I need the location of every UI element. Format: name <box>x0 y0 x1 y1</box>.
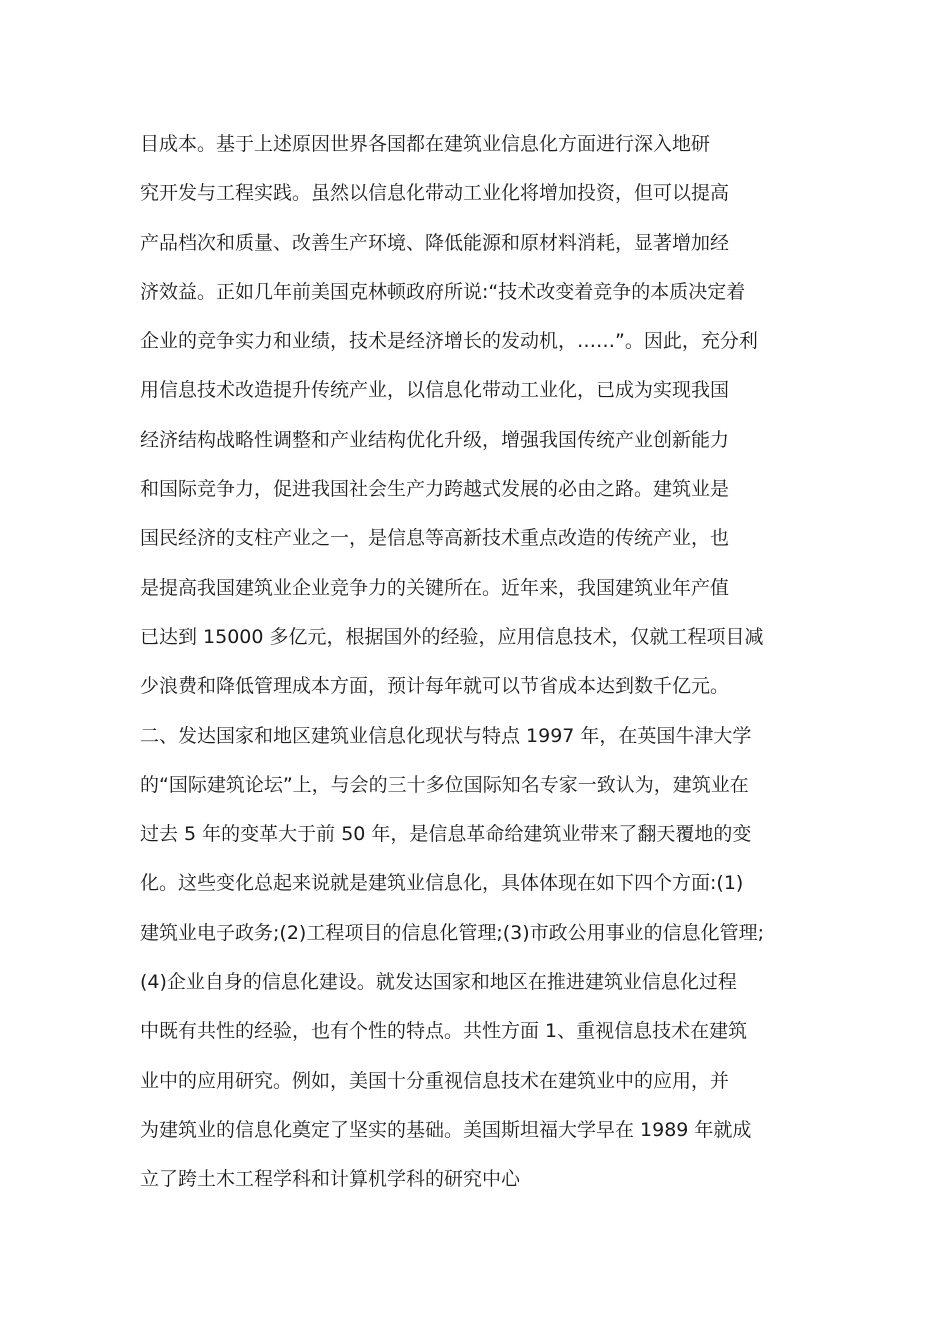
text-line: 立了跨土木工程学科和计算机学科的研究中心 <box>140 1168 521 1191</box>
text-line: 济效益。正如几年前美国克林顿政府所说:“技术改变着竞争的本质决定着 <box>140 280 746 303</box>
text-line: 和国际竞争力，促进我国社会生产力跨越式发展的必由之路。建筑业是 <box>140 478 730 501</box>
text-line: (4)企业自身的信息化建设。就发达国家和地区在推进建筑业信息化过程 <box>140 971 737 994</box>
text-line: 二、发达国家和地区建筑业信息化现状与特点 1997 年，在英国牛津大学 <box>140 724 752 747</box>
text-line: 用信息技术改造提升传统产业，以信息化带动工业化，已成为实现我国 <box>140 379 730 402</box>
text-line: 化。这些变化总起来说就是建筑业信息化，具体体现在如下四个方面:(1) <box>140 872 744 895</box>
text-line: 过去 5 年的变革大于前 50 年，是信息革命给建筑业带来了翻天覆地的变 <box>140 823 752 846</box>
text-line: 的“国际建筑论坛”上，与会的三十多位国际知名专家一致认为，建筑业在 <box>140 773 749 796</box>
text-line: 中既有共性的经验，也有个性的特点。共性方面 1、重视信息技术在建筑 <box>140 1020 748 1043</box>
text-line: 产品档次和质量、改善生产环境、降低能源和原材料消耗，显著增加经 <box>140 231 730 254</box>
text-line: 企业的竞争实力和业绩，技术是经济增长的发动机，……”。因此，充分利 <box>140 330 758 353</box>
text-line: 业中的应用研究。例如，美国十分重视信息技术在建筑业中的应用，并 <box>140 1069 730 1092</box>
body-text <box>140 120 830 1205</box>
text-line: 建筑业电子政务;(2)工程项目的信息化管理;(3)市政公用事业的信息化管理; <box>140 921 765 944</box>
text-line: 国民经济的支柱产业之一，是信息等高新技术重点改造的传统产业，也 <box>140 527 730 550</box>
text-line: 目成本。基于上述原因世界各国都在建筑业信息化方面进行深入地研 <box>140 133 711 155</box>
text-line: 为建筑业的信息化奠定了坚实的基础。美国斯坦福大学早在 1989 年就成 <box>140 1118 752 1141</box>
text-line: 少浪费和降低管理成本方面，预计每年就可以节省成本达到数千亿元。 <box>140 675 730 698</box>
text-line: 究开发与工程实践。虽然以信息化带动工业化将增加投资，但可以提高 <box>140 182 730 205</box>
text-line: 是提高我国建筑业企业竞争力的关键所在。近年来，我国建筑业年产值 <box>140 576 730 599</box>
text-line: 已达到 15000 多亿元，根据国外的经验，应用信息技术，仅就工程项目减 <box>140 625 764 648</box>
text-line: 经济结构战略性调整和产业结构优化升级，增强我国传统产业创新能力 <box>140 428 730 451</box>
